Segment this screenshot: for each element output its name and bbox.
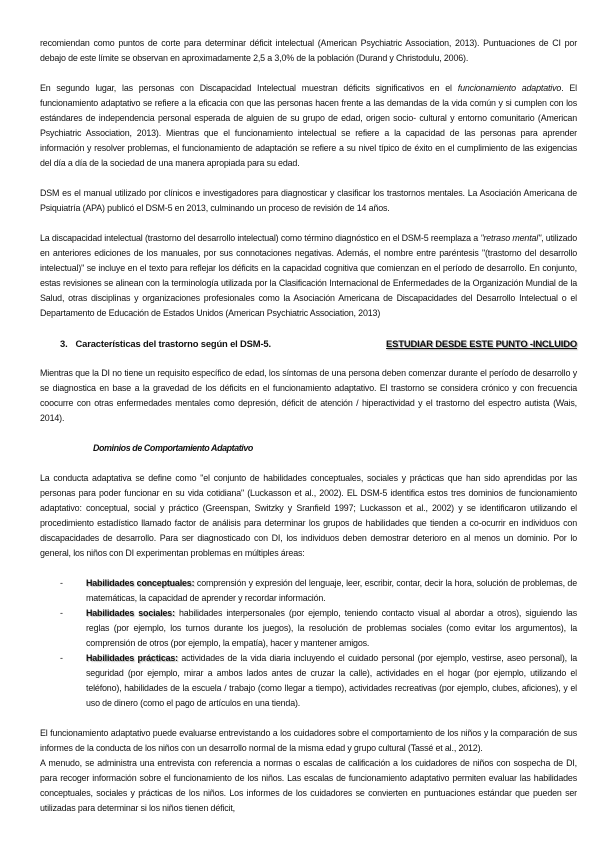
- subsection-heading: Dominios de Comportamiento Adaptativo: [93, 443, 253, 453]
- list-item: [86, 606, 577, 651]
- paragraph: DSM es el manual utilizado por clínicos e investigadores para diagnosticar y clasificar los trastornos mentales. La Asociación Americana de Psiquiatría (APA) publicó el DSM-5 en 2013, culminando un proceso de revisión de 14 años.: [40, 188, 577, 213]
- paragraph: [40, 231, 577, 321]
- paragraph: A menudo, se administra una entrevista con referencia a normas o escalas de calificación a los cuidadores de niños con sospecha de DI, para recoger información sobre el funcionamiento de los niños. Las escalas de funcionamiento adaptativo permiten evaluar las habilidades conceptuales, sociales y prácticas de los niños. Los informes de los cuidadores se convierten en puntuaciones estándar que pueden ser utilizadas para determinar si los niños tienen déficit,: [40, 758, 577, 813]
- skills-list: [40, 576, 577, 711]
- paragraph: [40, 81, 577, 171]
- list-item: [86, 576, 577, 606]
- paragraph: Mientras que la DI no tiene un requisito específico de edad, los síntomas de una persona deben comenzar durante el período de desarrollo y se diagnostica en base a la gravedad de los déficits en el funcionamiento adaptativo. El trastorno se considera crónico y con frecuencia coocurre con otras enfermedades mentales como depresión, déficit de atención / hiperactividad y el trastorno del espectro autista (Wais, 2014).: [40, 368, 577, 423]
- text: , utilizado en anteriores ediciones de los manuales, por sus connotaciones negativas. Además, el nombre entre paréntesis "(trastorno del desarrollo intelectual)" se incluye en el texto para reflejar los déficits en la capacidad cognitiva que comienzan en el período de desarrollo. En conjunto, estas revisiones se alinean con la terminología utilizada por la Clasificación Internacional de Enfermedades de la Organización Mundial de la Salud, otras disciplinas y organizaciones profesionales como la Asociación Americana de Discapacidades del Desarrollo Intelectual o el Departamento de Educación de Estados Unidos (American Psychiatric Association, 2013): [40, 233, 578, 318]
- list-text: comprensión y expresión del lenguaje, leer, escribir, contar, decir la hora, solución de problemas, de matemáticas, la capacidad de aprender y recordar información.: [86, 578, 577, 603]
- list-term: Habilidades prácticas:: [86, 653, 178, 663]
- list-item: [86, 651, 577, 711]
- paragraph: La conducta adaptativa se define como "el conjunto de habilidades conceptuales, sociales y prácticas que han sido aprendidas por las personas para poder funcionar en su vida cotidiana" (Luckasson et al., 2002). EL DSM-5 identifica estos tres dominios de funcionamiento adaptativo: conceptual, social y práctico (Greenspan, Switzky y Sranfield 1997; Luckasson et al., 2002) y se identificaron utilizando el procedimiento estadístico llamado factor de análisis para determinar los grupos de habilidades que tienden a co-ocurrir en individuos con discapacidades de desarrollo. Para ser diagnosticado con DI, los individuos deben demostrar deterioro en al menos un dominio. Por lo general, los niños con DI experimentan problemas en múltiples áreas:: [40, 473, 577, 558]
- text: La discapacidad intelectual (trastorno del desarrollo intelectual) como término diagnóstico en el DSM-5 reemplaza a: [40, 233, 481, 243]
- section-number: 3.: [60, 338, 68, 349]
- study-note: ESTUDIAR DESDE ESTE PUNTO -INCLUIDO: [386, 338, 577, 349]
- document-page: [40, 36, 577, 831]
- list-text: actividades de la vida diaria incluyendo el cuidado personal (por ejemplo, vestirse, aseo personal), la seguridad (por ejemplo, mirar a ambos lados antes de cruzar la calle), actividades en el hogar (por ejemplo, utilizando el teléfono), habilidades de la escuela / trabajo (como llegar a tiempo), actividades recreativas (por ejemplo, clubes, aficiones), y el uso de dinero (como el pago de artículos en una tienda).: [86, 653, 577, 708]
- section-title: [40, 336, 279, 351]
- list-term: Habilidades conceptuales:: [86, 578, 195, 588]
- list-term: Habilidades sociales:: [86, 608, 175, 618]
- text: En segundo lugar, las personas con Discapacidad Intelectual muestran déficits significativos en el: [40, 83, 452, 93]
- paragraph: El funcionamiento adaptativo puede evaluarse entrevistando a los cuidadores sobre el comportamiento de los niños y la comparación de sus informes de la conducta de los niños con un desarrollo normal de la misma edad y grupo cultural (Tassé et al., 2012).: [40, 728, 577, 753]
- list-text: habilidades interpersonales (por ejemplo, teniendo contacto visual al abordar a otros), siguiendo las reglas (por ejemplo, los turnos durante los juegos), la resolución de problemas sociales (como evitar los argumentos), la comprensión de otros (por ejemplo, la empatía), hacer y mantener amigos.: [86, 608, 577, 648]
- italic-term: funcionamiento adaptativo: [457, 83, 562, 93]
- paragraph: recomiendan como puntos de corte para determinar déficit intelectual (American Psychiatric Association, 2013). Puntuaciones de CI por debajo de este límite se observan en aproximadamente 2,5 a 3,0% de la población (Durand y Christodulu, 2006).: [40, 38, 577, 63]
- text: . El funcionamiento adaptativo se refiere a la eficacia con que las personas hacen frente a las demandas de la vida común y si cumplen con los estándares de independencia personal esperada de alguien de su grupo de edad, origen socio- cultural y entorno comunitario (American Psychiatric Association, 2013). Mientras que el funcionamiento intelectual se refiere a la capacidad de las personas para aprender información y resolver problemas, el funcionamiento de adaptación se refiere a su nivel típico de éxito en el cumplimiento de las exigencias del día a día de la sociedad de una manera apropiada para su edad.: [40, 83, 577, 168]
- section-title-text: Características del trastorno según el DSM-5.: [75, 338, 271, 349]
- italic-term: "retraso mental": [480, 233, 542, 243]
- section-heading: [40, 336, 577, 351]
